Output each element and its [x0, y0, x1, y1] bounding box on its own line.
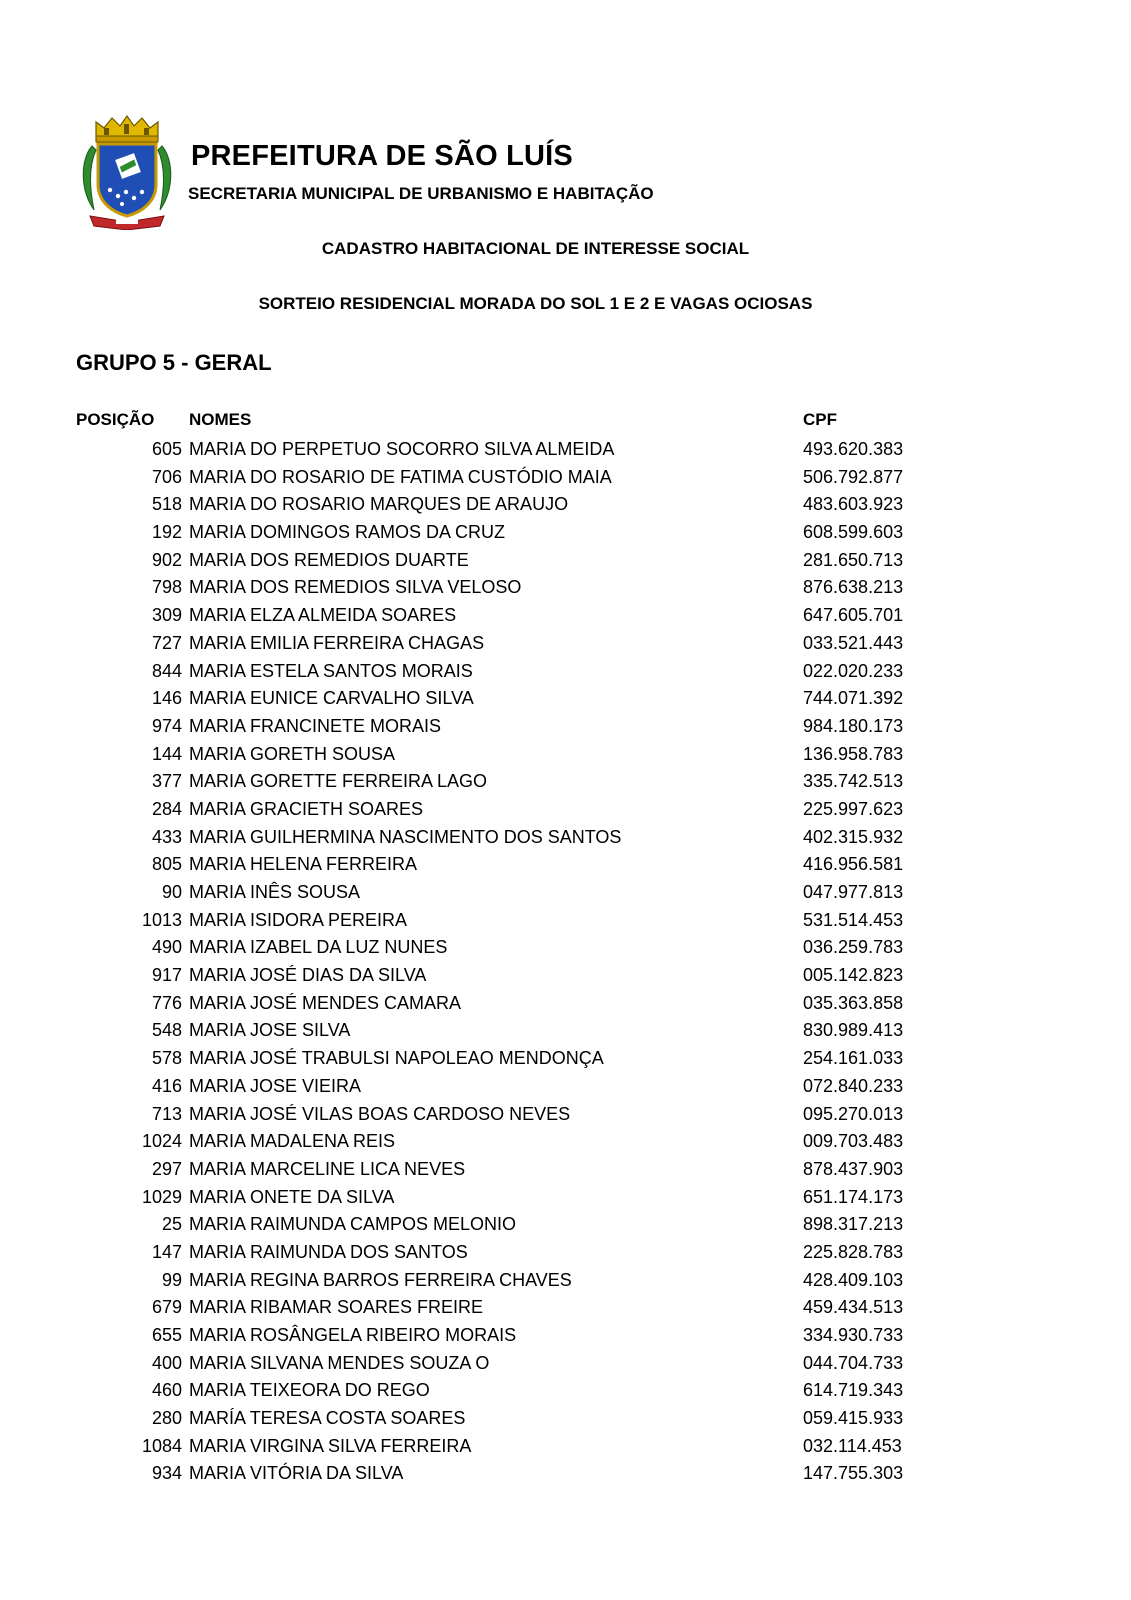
row-position: 280: [151, 1408, 182, 1429]
row-position: 297: [151, 1158, 182, 1179]
row-position: 490: [151, 937, 182, 958]
table-row: [0, 962, 1131, 990]
department-subtitle: SECRETARIA MUNICIPAL DE URBANISMO E HABITAÇÃO: [188, 184, 654, 203]
row-cpf: 225.828.783: [803, 1241, 904, 1262]
row-position: 416: [151, 1075, 182, 1096]
row-cpf: 506.792.877: [803, 466, 904, 487]
table-row: [0, 907, 1131, 935]
row-position: 146: [151, 688, 182, 709]
row-position: 578: [151, 1048, 182, 1069]
row-position: 655: [151, 1325, 182, 1345]
row-position: 433: [151, 826, 182, 847]
city-coat-of-arms-logo: [78, 112, 176, 230]
table-row: [0, 602, 1131, 630]
row-cpf: 225.997.623: [803, 798, 904, 819]
row-name: MARIA JOSE SILVA: [189, 1020, 351, 1041]
column-header-nomes: NOMES: [189, 410, 252, 429]
column-header-cpf: CPF: [803, 410, 837, 429]
row-cpf: 032.114.453: [803, 1435, 902, 1456]
row-name: MARIA VITÓRIA DA SILVA: [189, 1463, 404, 1484]
row-cpf: 402.315.932: [803, 826, 904, 847]
row-name: MARIA TEIXEORA DO REGO: [189, 1380, 430, 1401]
results-table: [0, 436, 1131, 1488]
row-cpf: 095.270.013: [803, 1103, 904, 1124]
row-cpf: 254.161.033: [803, 1048, 904, 1069]
registry-heading: CADASTRO HABITACIONAL DE INTERESSE SOCIAL: [321, 239, 750, 258]
row-name: MARIA ROSÂNGELA RIBEIRO MORAIS: [189, 1325, 517, 1345]
table-row: [0, 1184, 1131, 1212]
table-row: [0, 1017, 1131, 1045]
table-row: [0, 851, 1131, 879]
table-row: [0, 990, 1131, 1018]
row-cpf: 416.956.581: [803, 854, 904, 875]
table-row: [0, 1322, 1131, 1350]
row-cpf: 647.605.701: [803, 605, 904, 626]
row-cpf: 428.409.103: [803, 1269, 904, 1290]
table-row: [0, 1294, 1131, 1322]
row-position: 713: [151, 1103, 182, 1124]
row-cpf: 984.180.173: [803, 715, 904, 736]
row-cpf: 744.071.392: [803, 688, 904, 709]
table-row: [0, 879, 1131, 907]
row-name: MARIA ELZA ALMEIDA SOARES: [189, 605, 457, 626]
table-row: [0, 934, 1131, 962]
row-position: 776: [151, 992, 182, 1013]
row-cpf: 281.650.713: [803, 549, 904, 570]
row-cpf: 044.704.733: [803, 1352, 904, 1373]
row-position: 917: [151, 965, 182, 986]
row-position: 147: [151, 1241, 182, 1262]
lottery-heading: SORTEIO RESIDENCIAL MORADA DO SOL 1 E 2 E VAGAS OCIOSAS: [258, 294, 813, 313]
row-position: 805: [151, 854, 182, 875]
table-row: [0, 1101, 1131, 1129]
table-row: [0, 1239, 1131, 1267]
table-row: [0, 1405, 1131, 1433]
row-name: MARIA RIBAMAR SOARES FREIRE: [189, 1297, 484, 1318]
row-cpf: 022.020.233: [803, 660, 904, 681]
table-row: [0, 1211, 1131, 1239]
row-name: MARIA DOS REMEDIOS DUARTE: [189, 549, 469, 570]
row-name: MARIA SILVANA MENDES SOUZA O: [189, 1352, 490, 1373]
table-row: [0, 464, 1131, 492]
row-cpf: 608.599.603: [803, 522, 904, 543]
row-cpf: 136.958.783: [803, 743, 904, 764]
row-cpf: 334.930.733: [803, 1325, 904, 1345]
table-row: [0, 1460, 1131, 1488]
row-cpf: 483.603.923: [803, 494, 904, 515]
row-name: MARIA DOMINGOS RAMOS DA CRUZ: [189, 522, 506, 543]
table-row: [0, 1377, 1131, 1405]
row-name: MARIA JOSÉ TRABULSI NAPOLEAO MENDONÇA: [189, 1048, 604, 1069]
row-name: MARIA ESTELA SANTOS MORAIS: [189, 660, 473, 681]
table-row: [0, 1073, 1131, 1101]
row-position: 90: [161, 882, 182, 902]
row-cpf: 876.638.213: [803, 577, 904, 598]
table-row: [0, 1045, 1131, 1073]
row-name: MARIA JOSÉ DIAS DA SILVA: [189, 965, 427, 986]
table-row: [0, 796, 1131, 824]
table-row: [0, 1433, 1131, 1461]
row-name: MARIA GRACIETH SOARES: [189, 798, 424, 819]
table-row: [0, 824, 1131, 852]
row-cpf: 335.742.513: [803, 771, 904, 792]
row-position: 548: [151, 1020, 182, 1041]
row-position: 400: [151, 1352, 182, 1373]
row-name: MARIA RAIMUNDA DOS SANTOS: [189, 1241, 468, 1262]
row-position: 934: [151, 1463, 182, 1484]
row-name: MARIA JOSÉ MENDES CAMARA: [189, 992, 462, 1013]
row-position: 192: [151, 522, 182, 543]
table-row: [0, 1350, 1131, 1378]
row-cpf: 651.174.173: [803, 1186, 904, 1207]
row-name: MARIA FRANCINETE MORAIS: [189, 715, 442, 736]
row-name: MARIA EUNICE CARVALHO SILVA: [189, 688, 474, 709]
row-cpf: 459.434.513: [803, 1297, 904, 1318]
row-name: MARIA JOSÉ VILAS BOAS CARDOSO NEVES: [189, 1103, 571, 1124]
row-name: MARIA MADALENA REIS: [189, 1131, 396, 1152]
table-row: [0, 741, 1131, 769]
row-position: 1013: [141, 909, 182, 930]
table-row: [0, 574, 1131, 602]
row-position: 460: [151, 1380, 182, 1401]
row-cpf: 493.620.383: [803, 439, 904, 459]
table-row: [0, 1156, 1131, 1184]
row-cpf: 878.437.903: [803, 1158, 904, 1179]
row-position: 144: [151, 743, 182, 764]
row-name: MARIA DOS REMEDIOS SILVA VELOSO: [189, 577, 522, 598]
table-row: [0, 630, 1131, 658]
row-position: 309: [151, 605, 182, 626]
column-header-posicao: POSIÇÃO: [76, 410, 155, 429]
row-position: 1024: [141, 1131, 182, 1152]
page-title: PREFEITURA DE SÃO LUÍS: [191, 140, 573, 172]
row-cpf: 005.142.823: [803, 965, 904, 986]
row-position: 25: [161, 1214, 182, 1235]
table-row: [0, 1128, 1131, 1156]
row-cpf: 898.317.213: [803, 1214, 904, 1235]
row-cpf: 531.514.453: [803, 909, 904, 930]
row-name: MARIA REGINA BARROS FERREIRA CHAVES: [189, 1269, 572, 1290]
table-row: [0, 547, 1131, 575]
row-cpf: 147.755.303: [803, 1463, 904, 1484]
row-cpf: 035.363.858: [803, 992, 904, 1013]
row-position: 727: [151, 632, 182, 653]
row-name: MARIA DO PERPETUO SOCORRO SILVA ALMEIDA: [189, 439, 615, 459]
row-name: MARIA ISIDORA PEREIRA: [189, 909, 408, 930]
row-cpf: 009.703.483: [803, 1131, 904, 1152]
row-name: MARIA RAIMUNDA CAMPOS MELONIO: [189, 1214, 517, 1235]
row-name: MARIA HELENA FERREIRA: [189, 854, 418, 875]
table-row: [0, 436, 1131, 464]
row-name: MARIA ONETE DA SILVA: [189, 1186, 395, 1207]
group-title: GRUPO 5 - GERAL: [76, 350, 272, 375]
row-position: 1084: [141, 1435, 182, 1456]
row-name: MARIA JOSE VIEIRA: [189, 1075, 362, 1096]
row-name: MARÍA TERESA COSTA SOARES: [189, 1408, 466, 1429]
row-name: MARIA MARCELINE LICA NEVES: [189, 1158, 466, 1179]
row-position: 99: [161, 1269, 182, 1290]
row-cpf: 047.977.813: [803, 882, 904, 902]
row-position: 844: [151, 660, 182, 681]
row-position: 284: [151, 798, 182, 819]
row-name: MARIA GORETH SOUSA: [189, 743, 396, 764]
row-name: MARIA EMILIA FERREIRA CHAGAS: [189, 632, 485, 653]
row-position: 377: [151, 771, 182, 792]
row-cpf: 036.259.783: [803, 937, 904, 958]
table-row: [0, 1267, 1131, 1295]
row-cpf: 614.719.343: [803, 1380, 904, 1401]
row-name: MARIA IZABEL DA LUZ NUNES: [189, 937, 448, 958]
table-row: [0, 658, 1131, 686]
row-position: 902: [151, 549, 182, 570]
row-position: 1029: [141, 1186, 182, 1207]
row-cpf: 033.521.443: [803, 632, 904, 653]
row-position: 974: [151, 715, 182, 736]
row-name: MARIA INÊS SOUSA: [189, 882, 361, 902]
row-position: 518: [151, 494, 182, 515]
row-name: MARIA VIRGINA SILVA FERREIRA: [189, 1435, 472, 1456]
table-row: [0, 768, 1131, 796]
table-row: [0, 491, 1131, 519]
row-position: 679: [151, 1297, 182, 1318]
row-name: MARIA GUILHERMINA NASCIMENTO DOS SANTOS: [189, 826, 622, 847]
table-row: [0, 713, 1131, 741]
table-row: [0, 685, 1131, 713]
row-name: MARIA DO ROSARIO DE FATIMA CUSTÓDIO MAIA: [189, 466, 612, 487]
row-position: 798: [151, 577, 182, 598]
row-position: 605: [151, 439, 182, 459]
row-cpf: 072.840.233: [803, 1075, 904, 1096]
row-cpf: 830.989.413: [803, 1020, 904, 1041]
row-position: 706: [151, 466, 182, 487]
row-cpf: 059.415.933: [803, 1408, 904, 1429]
table-row: [0, 519, 1131, 547]
row-name: MARIA DO ROSARIO MARQUES DE ARAUJO: [189, 494, 569, 515]
row-name: MARIA GORETTE FERREIRA LAGO: [189, 771, 488, 792]
